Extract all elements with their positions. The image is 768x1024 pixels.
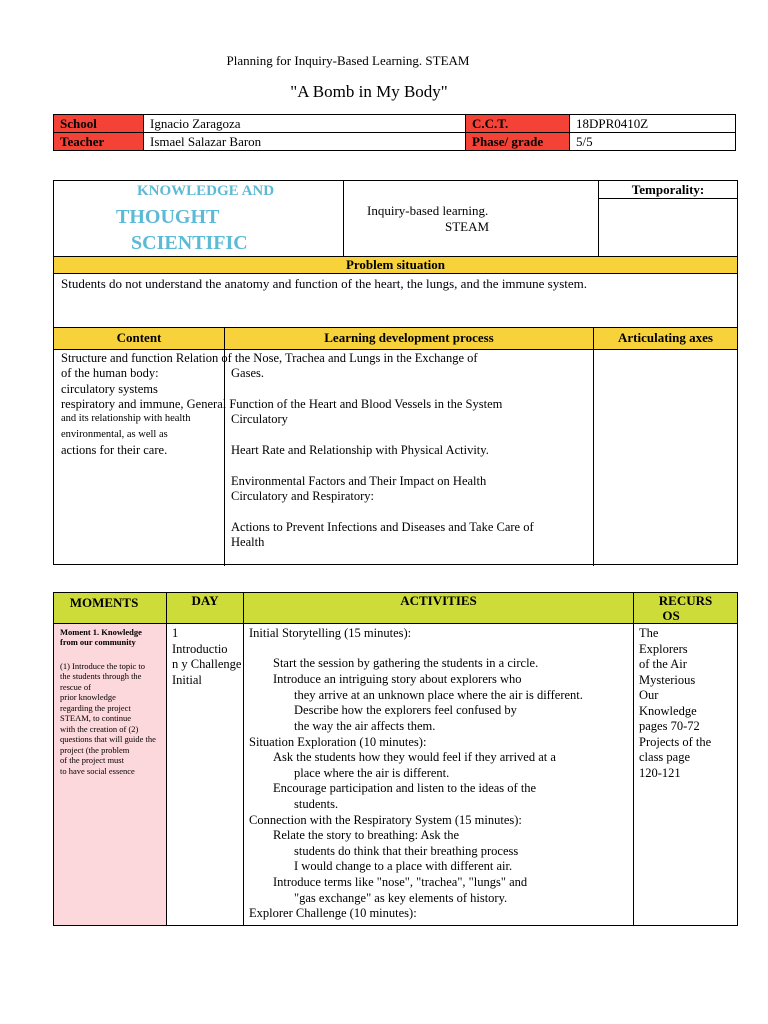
divider [593,327,594,566]
phase-label: Phase/ grade [466,133,570,151]
phase-value: 5/5 [570,133,736,151]
activity-text: Introduce an intriguing story about explorers who [273,672,522,686]
divider [166,593,167,925]
content-line: environmental, as well as [61,429,168,440]
day-line: Introductio [172,641,228,656]
activity-line [249,626,411,641]
activity-line [249,735,426,750]
day-line: 1 [172,626,179,640]
problem-heading: Problem situation [54,256,737,274]
activity-line [294,859,512,874]
teacher-label: Teacher [54,133,144,151]
moment-line: questions that will guide the [60,734,156,744]
moment-line: STEAM, to continue [60,713,132,723]
divider [599,198,737,199]
activity-text: Connection with the Respiratory System (15 minutes): [249,813,522,827]
cct-value: 18DPR0410Z [570,115,736,133]
activity-text: they arrive at an unknown place where the air is different. [294,688,583,702]
content-header: Content [116,330,162,345]
resource-line: The [639,626,659,640]
resource-line: Explorers [639,641,688,656]
activity-text: students. [294,797,339,811]
moments-table [53,592,738,926]
resources-header-line2: OS [662,608,680,623]
divider [633,593,634,925]
resource-line: pages 70-72 [639,719,700,733]
content-line: respiratory and immune, General Function of the Heart and Blood Vessels in the System [61,397,503,411]
activity-line [294,719,435,734]
school-value: Ignacio Zaragoza [144,115,466,133]
activity-text: "gas exchange" as key elements of history. [294,891,508,905]
divider [343,181,344,256]
moment-line: from our community [60,637,136,647]
content-line: circulatory systems [61,382,158,396]
activity-line [294,688,583,703]
moment-line: project (the problem [60,745,130,755]
activities-header: ACTIVITIES [400,593,477,608]
activity-text: students do think that their breathing process [294,844,519,858]
activity-text: the way the air affects them. [294,719,436,733]
activity-line [294,703,517,718]
activity-text: Situation Exploration (10 minutes): [249,735,427,749]
field-title-line1: KNOWLEDGE AND [137,183,275,199]
moment-line: regarding the project [60,703,131,713]
field-title-line3: SCIENTIFIC [131,232,248,254]
activity-text: I would change to a place with different air. [294,859,513,873]
knowledge-block [53,180,738,565]
activity-line [249,906,417,921]
inquiry-line2: STEAM [445,219,490,234]
activity-text: Encourage participation and listen to the ideas of the [273,781,537,795]
learning-process-header: Learning development process [324,330,494,345]
activity-text: Describe how the explorers feel confused by [294,703,517,717]
content-line: actions for their care. [61,443,168,457]
problem-text: Students do not understand the anatomy and function of the heart, the lungs, and the immune system. [61,276,588,291]
moment-line: with the creation of (2) [60,724,139,734]
teacher-value: Ismael Salazar Baron [144,133,466,151]
moment-line: (1) Introduce the topic to [60,661,145,671]
activity-line [273,750,556,765]
resource-line: 120-121 [639,765,681,780]
activity-text: Explorer Challenge (10 minutes): [249,906,417,920]
resource-line: Projects of the [639,734,712,749]
moment-line: Moment 1. Knowledge [60,627,142,637]
content-line: and its relationship with health [61,413,191,424]
moment-line: the students through the [60,671,142,681]
resource-line: class page [639,750,691,764]
activity-line [294,844,518,859]
resource-line: Mysterious [639,672,696,687]
activity-text: Start the session by gathering the students in a circle. [273,656,539,670]
process-line: Environmental Factors and Their Impact on Health [231,474,487,488]
activity-line [294,891,507,906]
cct-label: C.C.T. [466,115,570,133]
day-line: n y Challenge [172,657,242,671]
activity-line [294,797,338,812]
activity-line [273,828,459,843]
moment-line: rescue of [60,682,91,692]
school-label: School [54,115,144,133]
activity-line [273,781,536,796]
moment-line: of the project must [60,755,124,765]
process-line: Circulatory and Respiratory: [231,489,375,503]
moments-header-row [54,593,737,624]
project-title: "A Bomb in My Body" [290,82,448,101]
activity-line [249,813,522,828]
temporality-label: Temporality: [631,182,705,197]
plan-title: Planning for Inquiry-Based Learning. STEAM [226,53,470,68]
resource-line: of the Air [639,657,687,671]
activity-line [273,875,527,890]
activity-text: place where the air is different. [294,766,450,780]
activity-line [273,656,538,671]
process-line: Gases. [231,366,264,380]
activity-text: Ask the students how they would feel if they arrived at a [273,750,556,764]
process-line: Circulatory [231,412,288,426]
articulating-axes-header: Articulating axes [618,330,713,345]
activity-line [294,766,449,781]
activity-text: Initial Storytelling (15 minutes): [249,626,412,640]
activity-line [273,672,522,687]
process-line: Heart Rate and Relationship with Physical Activity. [231,443,489,457]
school-info-table [53,114,736,151]
activity-text: Introduce terms like "nose", "trachea", "lungs" and [273,875,528,889]
resource-line: Our [639,688,659,702]
day-line: Initial [172,672,202,687]
day-header: DAY [191,593,219,608]
moments-header: MOMENTS [69,595,139,610]
content-line: of the human body: [61,366,159,380]
resources-header-line1: RECURS [658,593,713,608]
activity-text: Relate the story to breathing: Ask the [273,828,460,842]
divider [243,593,244,925]
process-line: Actions to Prevent Infections and Diseases and Take Care of [231,520,534,534]
resource-line: Knowledge [639,703,697,718]
moment-line: to have social essence [60,766,135,776]
content-header-row [54,327,737,350]
field-title-line2: THOUGHT [116,206,220,228]
inquiry-line1: Inquiry-based learning. [367,203,489,218]
content-line: Structure and function Relation of the Nose, Trachea and Lungs in the Exchange of [61,351,478,365]
moment-line: prior knowledge [60,692,116,702]
process-line: Health [231,535,265,549]
